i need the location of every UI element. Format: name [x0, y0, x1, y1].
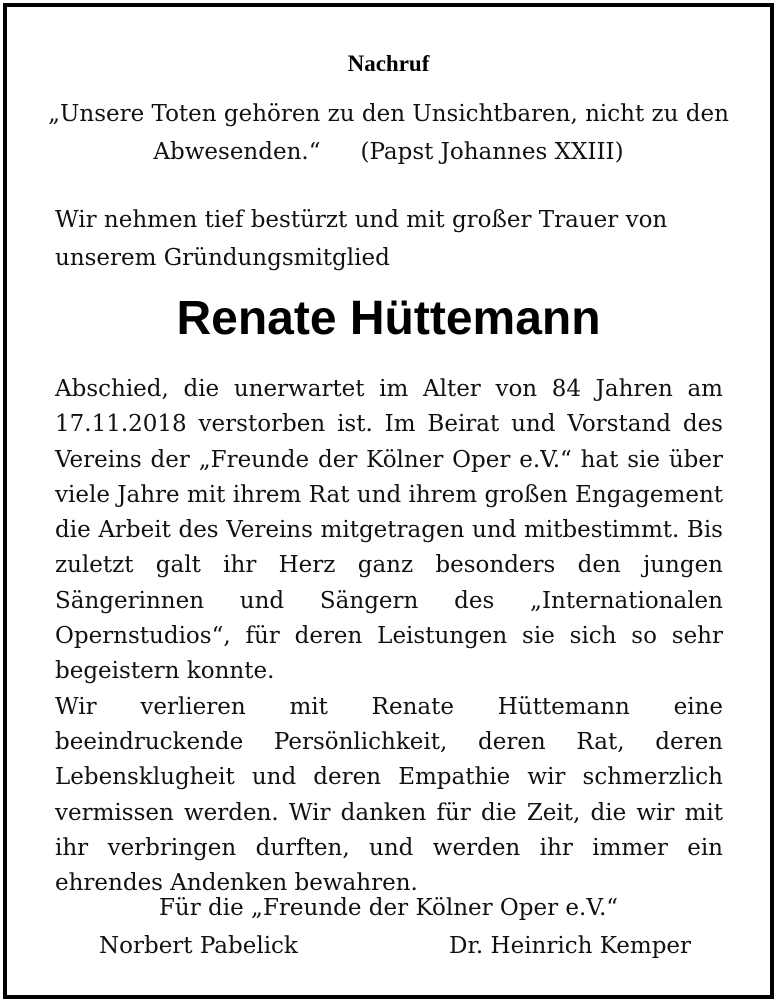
paragraph-1: Abschied, die unerwartet im Alter von 84 Jahren am 17.11.2018 verstorben ist. Im Beirat und Vorstand des Vereins der „Freunde der Kölner Oper e.V.“ hat sie über viele Jahre mit ihrem Rat und ihrem großen Engagement die Arbeit des Vereins mitgetragen und mitbestimmt. Bis zuletzt galt ihr Herz ganz besonders den jungen Sängerinnen und Sängern des „Internationalen Opernstudios“, für deren Leistungen sie sich so sehr begeistern konnte.	[55, 376, 723, 685]
deceased-name: Renate Hüttemann	[176, 292, 601, 345]
footer-organization: Für die „Freunde der Kölner Oper e.V.“	[158, 895, 619, 921]
obituary-notice	[3, 3, 774, 999]
quote-line-2	[7, 133, 770, 171]
paragraph-2: Wir verlieren mit Renate Hüttemann eine beeindruckende Persönlichkeit, deren Rat, deren Lebensklugheit und deren Empathie wir schmerzlich vermissen werden. Wir danken für die Zeit, die wir mit ihr verbringen durften, und werden ihr immer ein ehrendes Andenken bewahren.	[55, 693, 723, 897]
intro-text: Wir nehmen tief bestürzt und mit großer Trauer von unserem Gründungsmitglied	[55, 207, 668, 271]
body-text	[55, 372, 723, 901]
signatory-1: Norbert Pabelick	[99, 933, 298, 959]
quote-end: Abwesenden.“	[153, 139, 321, 165]
quote-source: (Papst Johannes XXIII)	[360, 139, 624, 165]
quote-block	[7, 95, 770, 171]
quote-line-1: „Unsere Toten gehören zu den Unsichtbaren, nicht zu den	[48, 101, 729, 127]
signatory-2: Dr. Heinrich Kemper	[449, 933, 692, 959]
notice-title: Nachruf	[347, 51, 430, 76]
